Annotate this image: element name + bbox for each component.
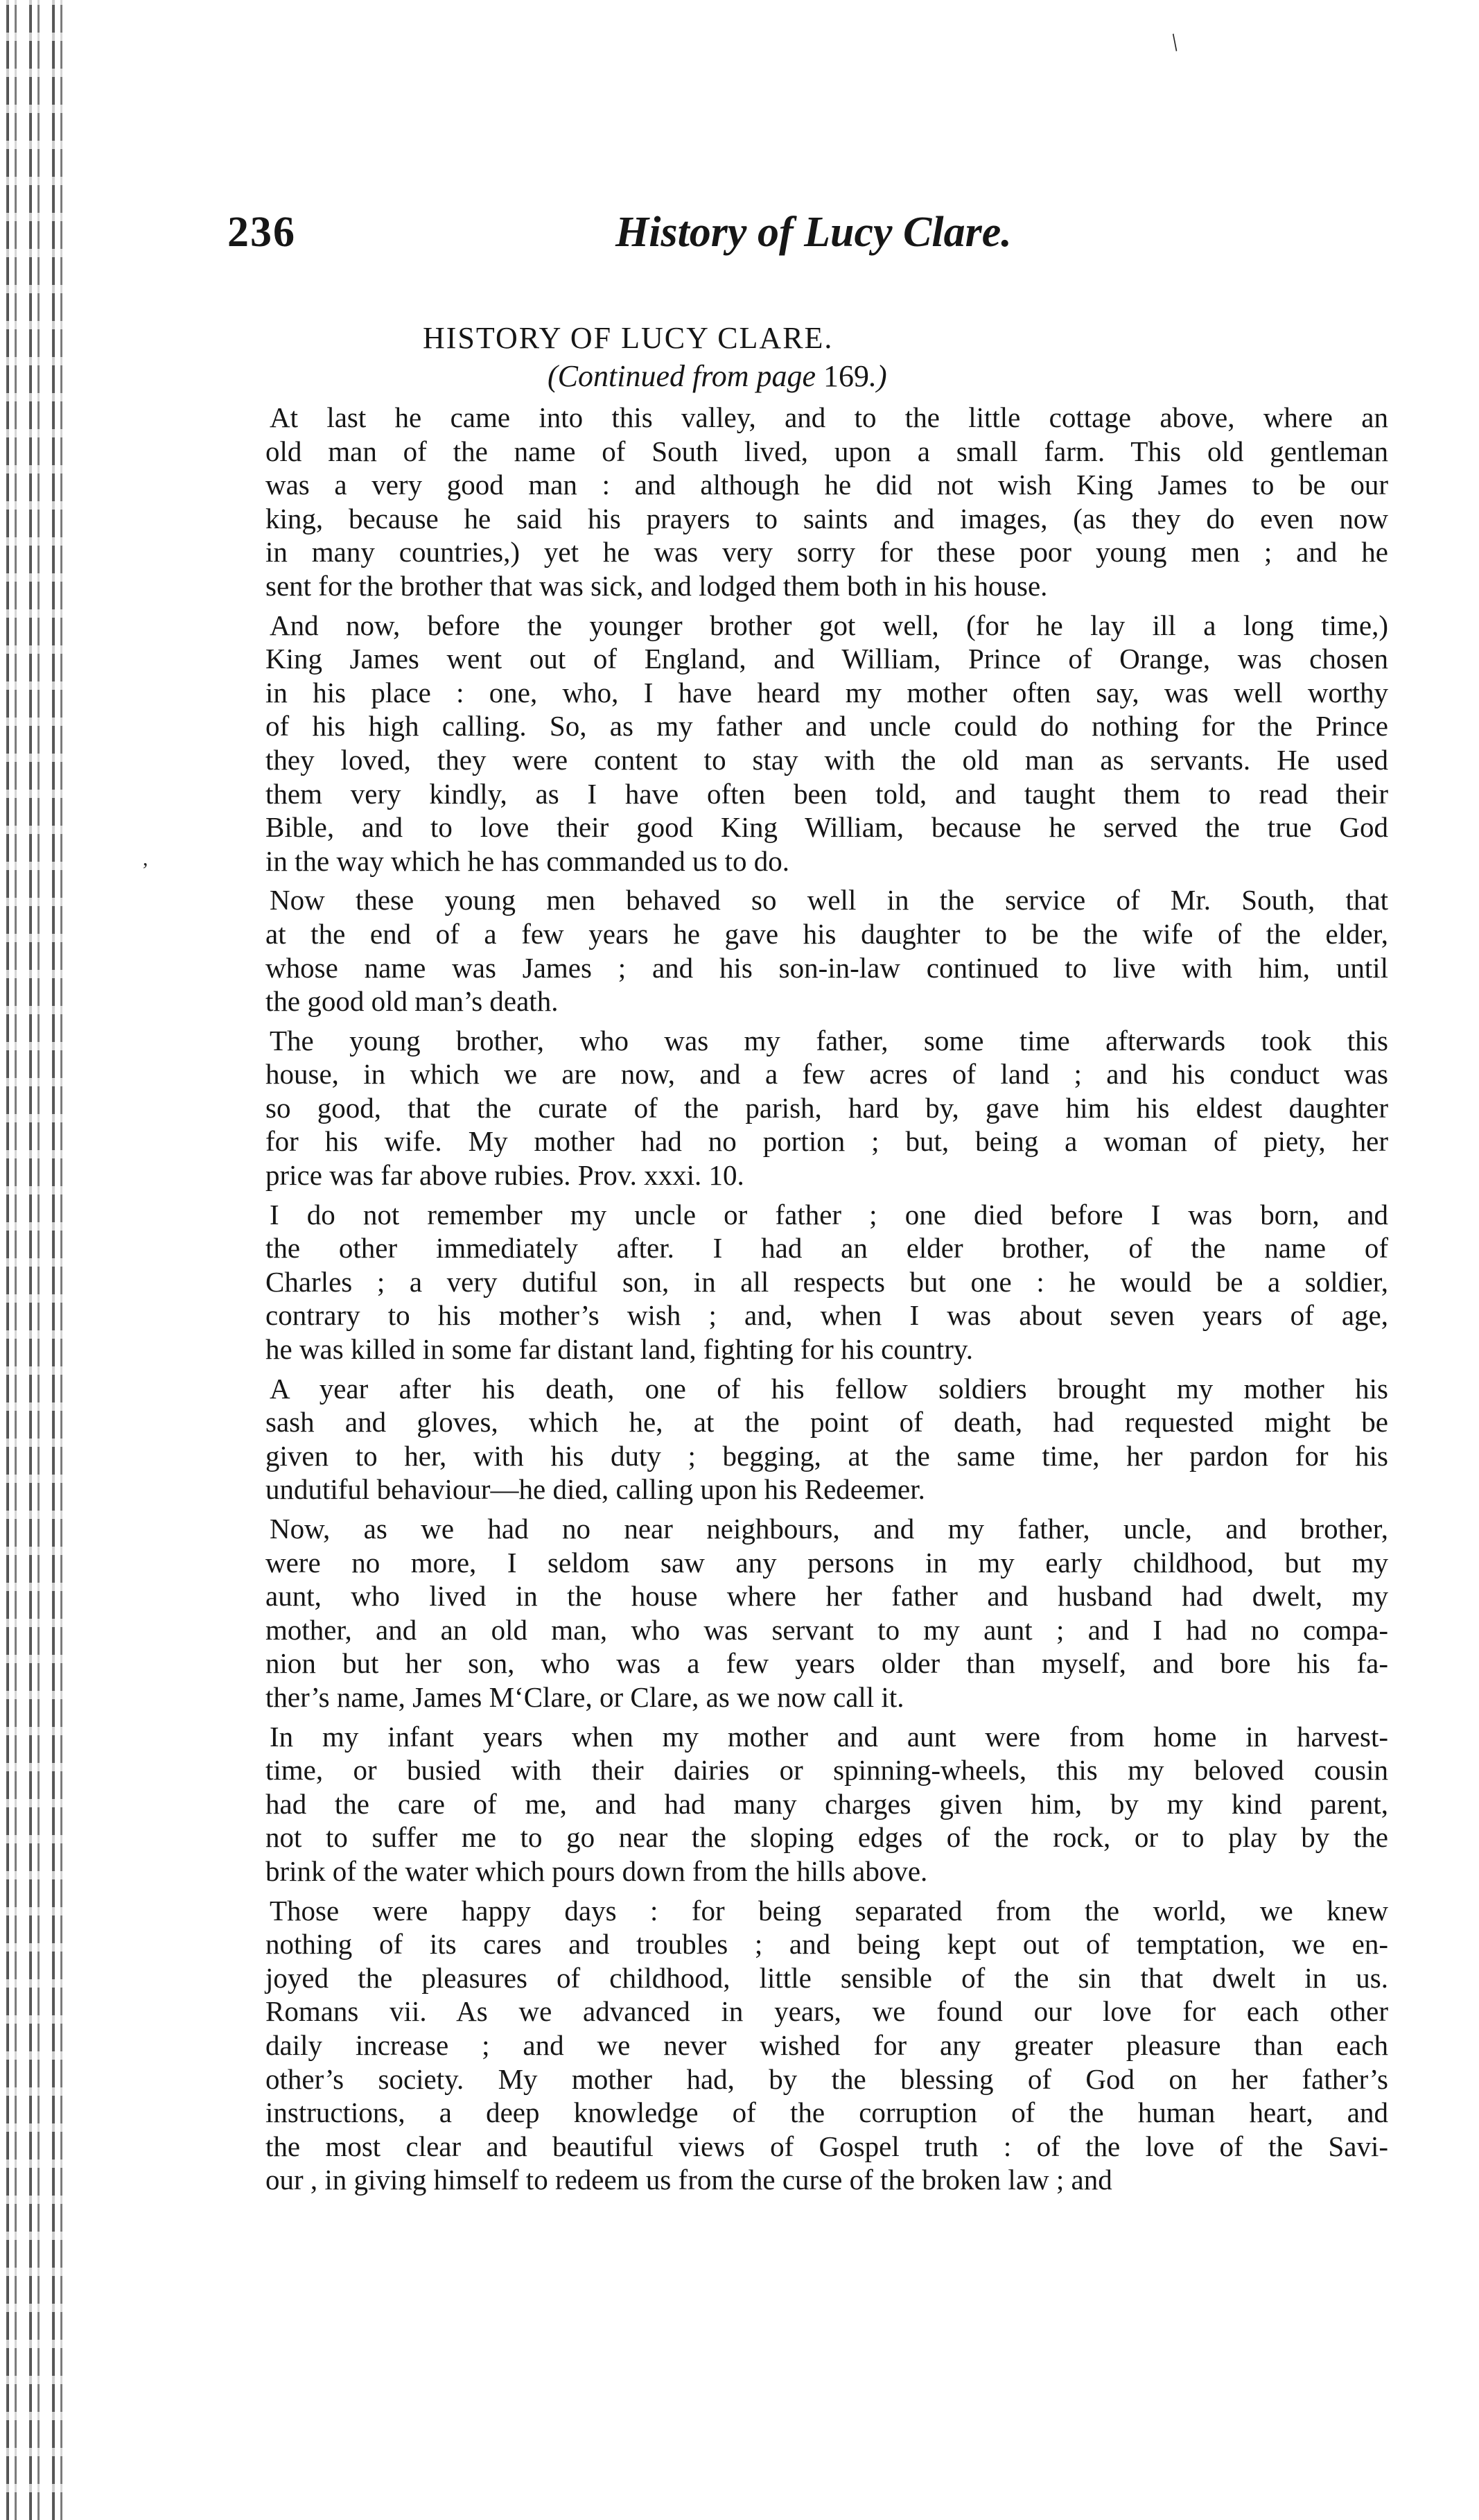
text-line: were no more, I seldom saw any persons in my early childhood, but my	[265, 1546, 1388, 1579]
text-line: A year after his death, one of his fellow soldiers brought my mother his	[270, 1372, 1388, 1405]
paragraph	[265, 1720, 1388, 1888]
stray-mark: /	[1164, 28, 1185, 56]
paragraph	[265, 609, 1388, 878]
text-line: he was killed in some far distant land, fighting for his country.	[265, 1333, 973, 1366]
continued-text: Continued from page	[557, 359, 816, 393]
paragraph	[265, 1024, 1388, 1192]
text-line: our , in giving himself to redeem us from the curse of the broken law ; and	[265, 2164, 1112, 2196]
text-line: And now, before the younger brother got well, (for he lay ill a long time,)	[270, 609, 1388, 641]
text-line: Romans vii. As we advanced in years, we found our love for each other	[265, 1995, 1388, 2028]
paragraph	[265, 1894, 1388, 2197]
text-line: them very kindly, as I have often been told, and taught them to read their	[265, 777, 1388, 810]
text-line: In my infant years when my mother and aunt were from home in harvest-	[270, 1720, 1388, 1753]
text-line: house, in which we are now, and a few acres of land ; and his conduct was	[265, 1058, 1388, 1090]
paragraph	[265, 1372, 1388, 1506]
text-line: The young brother, who was my father, some time afterwards took this	[270, 1024, 1388, 1057]
page-binding-edge	[0, 0, 66, 2520]
body-text	[265, 401, 1388, 2202]
text-line: I do not remember my uncle or father ; one died before I was born, and	[270, 1198, 1388, 1231]
text-line: Charles ; a very dutiful son, in all respects but one : he would be a soldier,	[265, 1265, 1388, 1298]
paragraph	[265, 883, 1388, 1018]
paragraph	[265, 1198, 1388, 1366]
continued-note: (Continued from page 169.)	[548, 359, 887, 393]
text-line: for his wife. My mother had no portion ; but, being a woman of piety, her	[265, 1125, 1388, 1158]
text-line: given to her, with his duty ; begging, at the same time, her pardon for his	[265, 1439, 1388, 1472]
text-line: old man of the name of South lived, upon a small farm. This old gentleman	[265, 435, 1388, 467]
text-line: At last he came into this valley, and to the little cottage above, where an	[270, 401, 1388, 433]
article-title: HISTORY OF LUCY CLARE.	[423, 321, 834, 355]
text-line: the other immediately after. I had an elder brother, of the name of	[265, 1232, 1388, 1265]
text-line: sent for the brother that was sick, and lodged them both in his house.	[265, 569, 1048, 602]
text-line: other’s society. My mother had, by the blessing of God on her father’s	[265, 2062, 1388, 2095]
text-line: Bible, and to love their good King William, because he served the true God	[265, 811, 1388, 844]
text-line: in the way which he has commanded us to do.	[265, 844, 790, 877]
text-line: daily increase ; and we never wished for any greater pleasure than each	[265, 2028, 1388, 2061]
stray-mark: ,	[143, 847, 148, 870]
running-head	[227, 208, 1378, 270]
text-line: in his place : one, who, I have heard my mother often say, was well worthy	[265, 676, 1388, 709]
page-number: 236	[227, 209, 296, 256]
text-line: aunt, who lived in the house where her father and husband had dwelt, my	[265, 1580, 1388, 1613]
text-line: joyed the pleasures of childhood, little sensible of the sin that dwelt in us.	[265, 1961, 1388, 1994]
text-line: price was far above rubies. Prov. xxxi. 10.	[265, 1159, 744, 1192]
text-line: they loved, they were content to stay with the old man as servants. He used	[265, 743, 1388, 776]
text-line: at the end of a few years he gave his daughter to be the wife of the elder,	[265, 917, 1388, 950]
text-line: the most clear and beautiful views of Gospel truth : of the love of the Savi-	[265, 2130, 1388, 2162]
text-line: undutiful behaviour—he died, calling upon his Redeemer.	[265, 1473, 925, 1506]
text-line: had the care of me, and had many charges given him, by my kind parent,	[265, 1787, 1388, 1820]
text-line: time, or busied with their dairies or spinning-wheels, this my beloved cousin	[265, 1754, 1388, 1787]
paragraph	[265, 1512, 1388, 1714]
text-line: of his high calling. So, as my father and uncle could do nothing for the Prince	[265, 710, 1388, 742]
text-line: Now these young men behaved so well in the service of Mr. South, that	[270, 884, 1388, 916]
paragraph	[265, 401, 1388, 603]
text-line: King James went out of England, and William, Prince of Orange, was chosen	[265, 643, 1388, 675]
text-line: king, because he said his prayers to saints and images, (as they do even now	[265, 502, 1388, 535]
running-title: History of Lucy Clare.	[615, 209, 1012, 256]
text-line: brink of the water which pours down from the hills above.	[265, 1854, 928, 1887]
text-line: so good, that the curate of the parish, hard by, gave him his eldest daughter	[265, 1091, 1388, 1124]
text-line: Now, as we had no near neighbours, and my father, uncle, and brother,	[270, 1513, 1388, 1545]
text-line: whose name was James ; and his son-in-law continued to live with him, until	[265, 951, 1388, 984]
text-line: contrary to his mother’s wish ; and, when I was about seven years of age,	[265, 1299, 1388, 1332]
text-line: the good old man’s death.	[265, 985, 559, 1018]
text-line: was a very good man : and although he did not wish King James to be our	[265, 469, 1388, 501]
text-line: nion but her son, who was a few years older than myself, and bore his fa-	[265, 1647, 1388, 1680]
article-heading	[229, 320, 1372, 394]
text-line: ther’s name, James M‘Clare, or Clare, as we now call it.	[265, 1680, 904, 1713]
text-line: not to suffer me to go near the sloping edges of the rock, or to play by the	[265, 1821, 1388, 1854]
text-line: mother, and an old man, who was servant to my aunt ; and I had no compa-	[265, 1613, 1388, 1646]
text-line: sash and gloves, which he, at the point of death, had requested might be	[265, 1406, 1388, 1439]
text-line: nothing of its cares and troubles ; and being kept out of temptation, we en-	[265, 1928, 1388, 1961]
text-line: instructions, a deep knowledge of the corruption of the human heart, and	[265, 2096, 1388, 2129]
continued-page: 169	[823, 359, 870, 393]
text-line: in many countries,) yet he was very sorry for these poor young men ; and he	[265, 536, 1388, 568]
text-line: Those were happy days : for being separated from the world, we knew	[270, 1894, 1388, 1927]
